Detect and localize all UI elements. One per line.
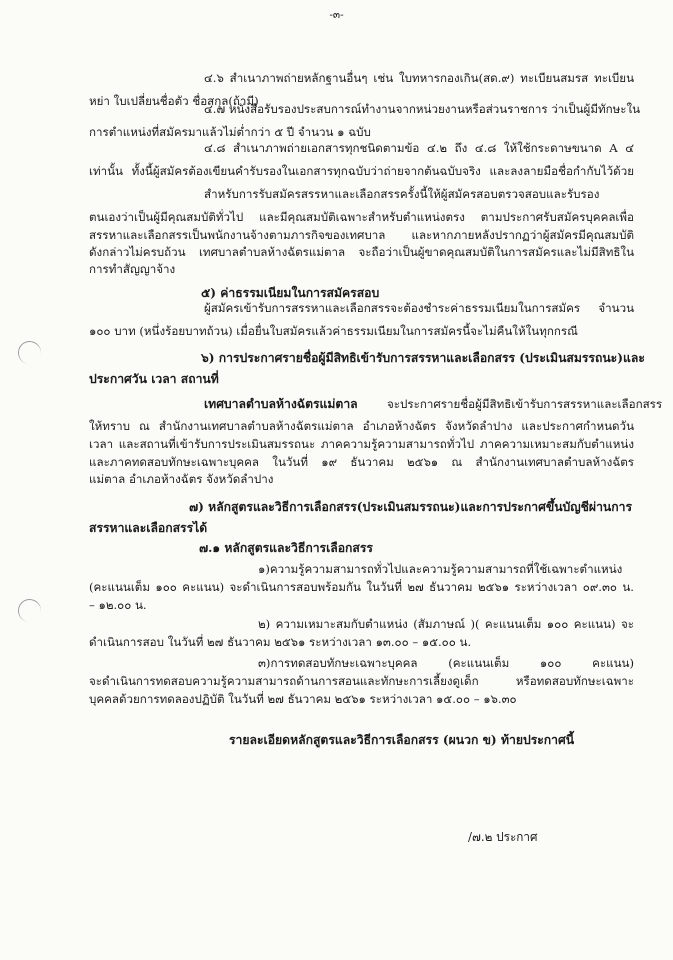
text-line: ๑)ความรู้ความสามารถทั่วไปและความรู้ความสามารถที่ใช้เฉพาะตำแหน่ง: [258, 562, 623, 576]
text-line: (คะแนนเต็ม ๑๐๐ คะแนน) จะดำเนินการสอบพร้อมกัน ในวันที่ ๒๗ ธันวาคม ๒๕๖๑ ระหว่างเวลา ๐๙.๓๐ น.: [89, 580, 634, 594]
text-line: ๗) หลักสูตรและวิธีการเลือกสรร(ประเมินสมรรถนะ)และการประกาศขึ้นบัญชีผ่านการ: [189, 500, 633, 514]
text-line: ๖) การประกาศรายชื่อผู้มีสิทธิเข้ารับการสรรหาและเลือกสรร (ประเมินสมรรถนะ)และ: [201, 351, 645, 365]
text-line: ๕) ค่าธรรมเนียมในการสมัครสอบ: [201, 286, 380, 300]
text-line: ๒) ความเหมาะสมกับตำแหน่ง (สัมภาษณ์ )( คะแนนเต็ม ๑๐๐ คะแนน) จะ: [258, 617, 634, 631]
text-line: ๑๐๐ บาท (หนึ่งร้อยบาทถ้วน) เมื่อยื่นใบสมัครแล้วค่าธรรมเนียมในการสมัครนี้จะไม่คืนให้ในทุกกรณี: [89, 324, 578, 338]
text-line: และภาคทดสอบทักษะเฉพาะบุคคล ในวันที่ ๑๙ ธันวาคม ๒๕๖๑ ณ สำนักงานเทศบาลตำบลห้างฉัตร: [89, 455, 634, 469]
text-line: จะดำเนินการทดสอบความรู้ความสามารถด้านการสอนและทักษะการเลี้ยงดูเด็ก หรือทดสอบทักษะเฉพาะ: [89, 674, 634, 688]
text-line: ๓)การทดสอบทักษะเฉพาะบุคคล (คะแนนเต็ม ๑๐๐ คะแนน): [258, 656, 634, 670]
punch-hole-bottom: [16, 597, 43, 624]
text-line: ดังกล่าวไม่ครบถ้วน เทศบาลตำบลห้างฉัตรแม่ตาล จะถือว่าเป็นผู้ขาดคุณสมบัติในการสมัครและไม่มีสิทธิใน: [89, 245, 634, 259]
text-line: เทศบาลตำบลห้างฉัตรแม่ตาล: [204, 397, 358, 411]
text-line: แม่ตาล อำเภอห้างฉัตร จังหวัดลำปาง: [89, 472, 274, 486]
text-line: เท่านั้น ทั้งนี้ผู้สมัครต้องเขียนคำรับรองในเอกสารทุกฉบับว่าถ่ายจากต้นฉบับจริง และลงลายมือชื่อกำกับไว้ด้วย: [89, 164, 634, 178]
text-line: การตำแหน่งที่สมัครมาแล้วไม่ต่ำกว่า ๕ ปี จำนวน ๑ ฉบับ: [89, 125, 371, 139]
text-line: สรรหาและเลือกสรรเป็นพนักงานจ้างตามภารกิจของเทศบาล และหากภายหลังปรากฏว่าผู้สมัครมีคุณสมบัติ: [89, 228, 634, 242]
text-line: ๔.๘ สำเนาภาพถ่ายเอกสารทุกชนิดตามข้อ ๔.๒ ถึง ๔.๘ ให้ใช้กระดาษขนาด A ๔: [204, 141, 634, 155]
text-line: ให้ทราบ ณ สำนักงานเทศบาลตำบลห้างฉัตรแม่ตาล อำเภอห้างฉัตร จังหวัดลำปาง และประกาศกำหนดวัน: [89, 419, 634, 433]
text-line: ประกาศวัน เวลา สถานที่: [89, 372, 219, 386]
text-line: รายละเอียดหลักสูตรและวิธีการเลือกสรร (ผนวก ข) ท้ายประกาศนี้: [229, 733, 575, 747]
text-line: เวลา และสถานที่เข้ารับการประเมินสมรรถนะ ภาคความรู้ความสามารถทั่วไป ภาคความเหมาะสมกับตำแหน่ง: [89, 437, 634, 451]
text-line: จะประกาศรายชื่อผู้มีสิทธิเข้ารับการสรรหาและเลือกสรร: [387, 397, 663, 411]
text-line: ๔.๖ สำเนาภาพถ่ายหลักฐานอื่นๆ เช่น ใบทหารกองเกิน(สด.๙) ทะเบียนสมรส ทะเบียน: [204, 71, 634, 85]
text-line: การทำสัญญาจ้าง: [89, 262, 176, 276]
page-number: -๓-: [329, 9, 344, 21]
text-line: ๔.๗ หนังสือรับรองประสบการณ์ทำงานจากหน่วยงานหรือส่วนราชการ ว่าเป็นผู้มีทักษะใน: [204, 102, 641, 116]
text-line: สรรหาและเลือกสรรได้: [89, 521, 208, 535]
continuation-reference: /๗.๒ ประกาศ: [468, 830, 538, 844]
punch-hole-top: [16, 339, 43, 366]
text-line: หย่า ใบเปลี่ยนชื่อตัว ชื่อสกุล(ถ้ามี): [89, 94, 259, 108]
text-line: บุคคลด้วยการทดลองปฏิบัติ ในวันที่ ๒๗ ธันวาคม ๒๕๖๑ ระหว่างเวลา ๑๕.๐๐ – ๑๖.๓๐: [89, 692, 517, 706]
text-line: ดำเนินการสอบ ในวันที่ ๒๗ ธันวาคม ๒๕๖๑ ระหว่างเวลา ๑๓.๐๐ – ๑๕.๐๐ น.: [89, 635, 472, 649]
text-line: ตนเองว่าเป็นผู้มีคุณสมบัติทั่วไป และมีคุณสมบัติเฉพาะสำหรับตำแหน่งตรง ตามประกาศรับสมัครบุคคลเพื่อ: [89, 210, 634, 224]
text-line: – ๑๒.๐๐ น.: [89, 598, 147, 612]
text-line: ๗.๑ หลักสูตรและวิธีการเลือกสรร: [199, 541, 373, 555]
text-line: สำหรับการรับสมัครสรรหาและเลือกสรรครั้งนี้ให้ผู้สมัครสอบตรวจสอบและรับรอง: [204, 187, 600, 201]
text-line: ผู้สมัครเข้ารับการสรรหาและเลือกสรรจะต้องชำระค่าธรรมเนียมในการสมัคร จำนวน: [204, 301, 634, 315]
